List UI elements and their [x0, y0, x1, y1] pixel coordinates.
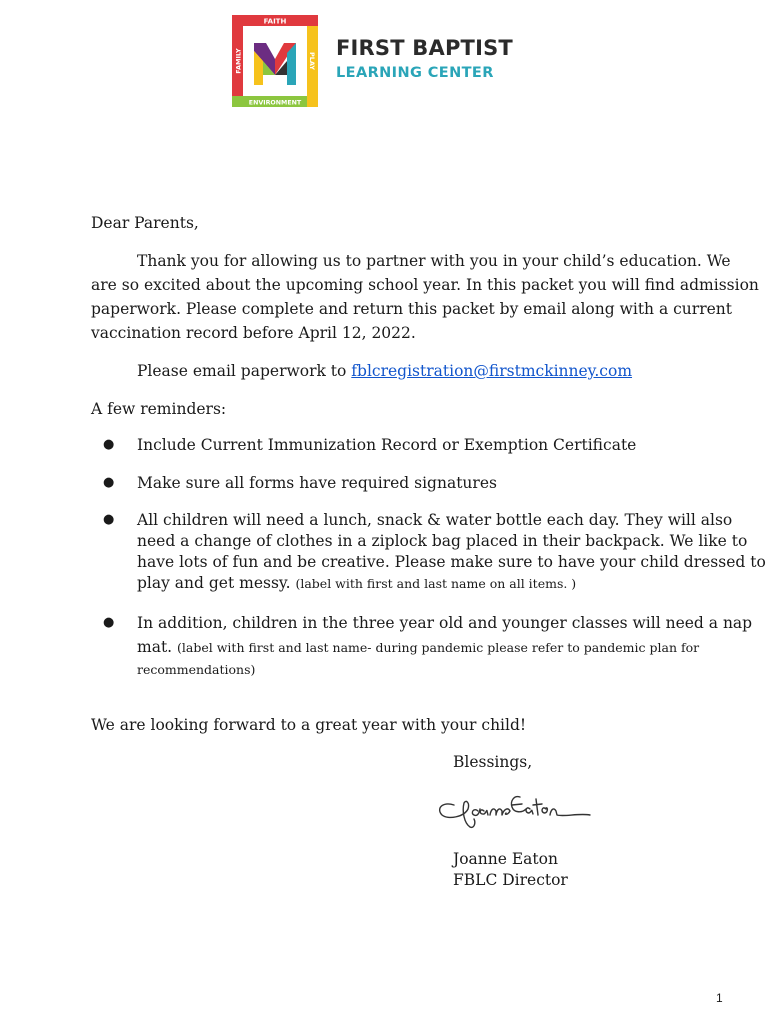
closing: We are looking forward to a great year with your child!	[91, 716, 527, 734]
brand-title: FIRST BAPTIST	[336, 36, 513, 60]
greeting: Dear Parents,	[91, 214, 199, 232]
bullet-icon: ●	[103, 615, 115, 630]
email-link[interactable]: fblcregistration@firstmckinney.com	[351, 362, 633, 380]
intro-line-3: paperwork. Please complete and return this packet by email along with a current	[91, 300, 732, 318]
reminder-nap-note-2: recommendations)	[137, 662, 256, 677]
reminder-lunch-line-3: have lots of fun and be creative. Please make sure to have your child dressed to	[137, 553, 766, 571]
bullet-icon: ●	[103, 437, 115, 452]
reminder-immunization: Include Current Immunization Record or Exemption Certificate	[137, 436, 637, 454]
logo-word-right: PLAY	[308, 51, 316, 71]
logo-word-bottom: ENVIRONMENT	[248, 99, 302, 107]
reminder-lunch-note: (label with first and last name on all items. )	[295, 576, 577, 591]
intro-line-4: vaccination record before April 12, 2022.	[91, 324, 416, 342]
logo-word-left: FAMILY	[234, 48, 243, 74]
reminder-nap-line-1: In addition, children in the three year old and younger classes will need a nap	[137, 614, 753, 632]
reminder-lunch-text: play and get messy.	[137, 574, 296, 592]
signer-title: FBLC Director	[453, 871, 568, 889]
logo-word-top: FAITH	[263, 17, 287, 26]
intro-line-1: Thank you for allowing us to partner with you in your child’s education. We	[137, 252, 731, 270]
reminder-lunch-line-4	[137, 571, 576, 596]
page-number: 1	[716, 991, 723, 1005]
brand-subtitle: LEARNING CENTER	[336, 65, 494, 81]
signer-name: Joanne Eaton	[453, 850, 558, 868]
reminder-lunch-line-2: need a change of clothes in a ziplock bag placed in their backpack. We like to	[137, 532, 748, 550]
reminder-nap-note: (label with first and last name- during pandemic please refer to pandemic plan for	[177, 640, 700, 655]
reminder-lunch-line-1: All children will need a lunch, snack & water bottle each day. They will also	[137, 511, 733, 529]
bullet-icon: ●	[103, 475, 115, 490]
reminders-heading: A few reminders:	[91, 400, 227, 418]
email-prefix: Please email paperwork to	[137, 362, 352, 380]
email-line	[137, 359, 632, 383]
brand-name	[336, 36, 513, 82]
reminder-nap-line-2	[137, 635, 699, 660]
reminder-signatures: Make sure all forms have required signatures	[137, 474, 497, 492]
signature	[434, 787, 594, 835]
blessings: Blessings,	[453, 753, 533, 771]
bullet-icon: ●	[103, 512, 115, 527]
fblc-logo	[232, 15, 318, 107]
reminder-nap-text: mat.	[137, 638, 178, 656]
intro-line-2: are so excited about the upcoming school year. In this packet you will find admission	[91, 276, 759, 294]
